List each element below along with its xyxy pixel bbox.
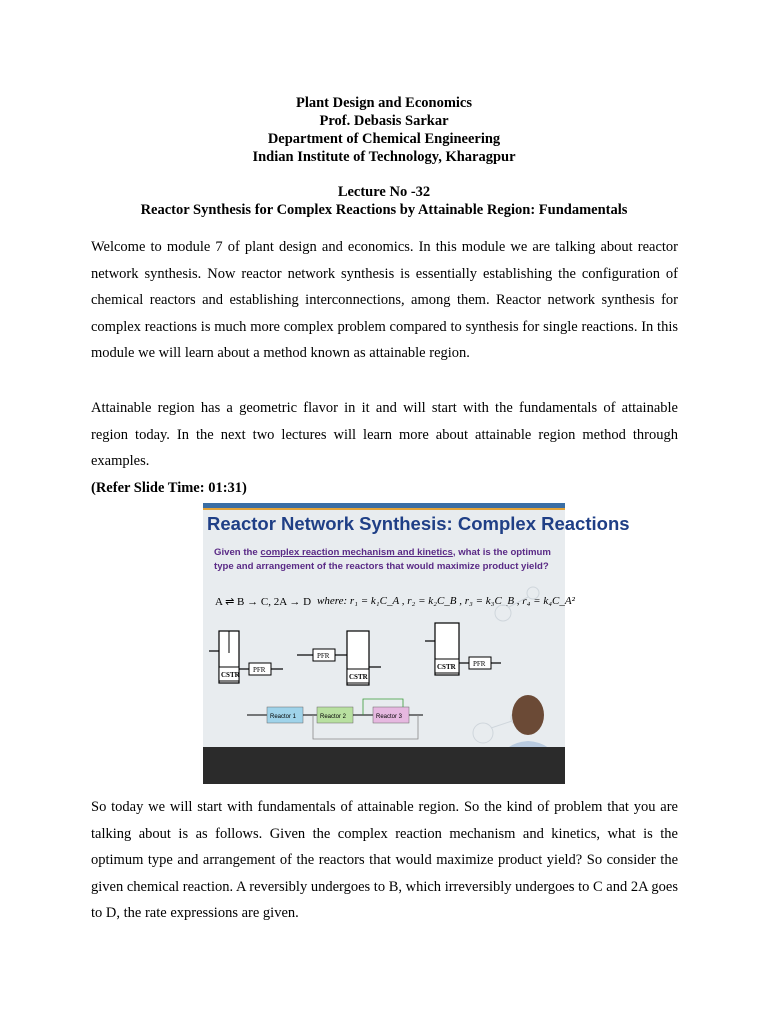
paragraph-problem: So today we will start with fundamentals of attainable region. So the kind of problem that you are talking about is as follows. Given the complex reaction mechanism and kinetics, what is the optimum type and arrangement of the reactors that would maximize product yield? So consider the given chemical reaction. A reversibly undergoes to B, which irreversibly undergoes to C and 2A goes to D, the rate expressions are given. [91, 799, 678, 921]
lecture-title: Reactor Synthesis for Complex Reactions by Attainable Region: Fundamentals [140, 202, 628, 218]
department-name: Department of Chemical Engineering [267, 131, 501, 147]
slide-rate-expressions: where: r₁ = k₁C_A , r₂ = k₂C_B , r₃ = k₃C_B , r₄ = k₄C_A² [317, 595, 575, 607]
reactor2-label: Reactor 2 [320, 714, 347, 720]
lecture-slide-image [203, 503, 630, 784]
cstr-label-1: CSTR [221, 671, 240, 679]
reactor3-label: Reactor 3 [376, 714, 403, 720]
professor-name: Prof. Debasis Sarkar [319, 113, 449, 129]
course-title: Plant Design and Economics [295, 95, 473, 111]
slide-reaction: A ⇌ B → C, 2A → D [215, 596, 312, 608]
cstr-label-3: CSTR [437, 663, 456, 671]
cstr-label-2: CSTR [349, 673, 368, 681]
slide-footer [203, 747, 565, 784]
pfr-label-2: PFR [317, 652, 330, 660]
reactor1-label: Reactor 1 [270, 714, 297, 720]
reactor-diagrams [203, 503, 565, 784]
refer-slide-time: (Refer Slide Time: 01:31) [91, 480, 247, 496]
slide-question: Given the complex reaction mechanism and kinetics, what is the optimum type and arrangement of the reactors that would maximize product yield? [214, 547, 551, 572]
paragraph-attainable-region: Attainable region has a geometric flavor in it and will start with the fundamentals of attainable region today. In the next two lectures will learn more about attainable region method through examples. [91, 400, 678, 469]
paragraph-intro: Welcome to module 7 of plant design and economics. In this module we are talking about reactor network synthesis. Now reactor network synthesis is essentially establishing the configuration of chemical reactors and establishing interconnections, among them. Reactor network synthesis for complex reactions is much more complex problem compared to synthesis for single reactions. In this module we will learn about a method known as attainable region. [91, 239, 678, 361]
slide-title: Reactor Network Synthesis: Complex Reactions [207, 513, 630, 534]
pfr-label-3: PFR [473, 660, 486, 668]
lecture-number: Lecture No -32 [337, 184, 431, 200]
institute-name: Indian Institute of Technology, Kharagpur [252, 149, 516, 165]
pfr-label-1: PFR [253, 666, 266, 674]
